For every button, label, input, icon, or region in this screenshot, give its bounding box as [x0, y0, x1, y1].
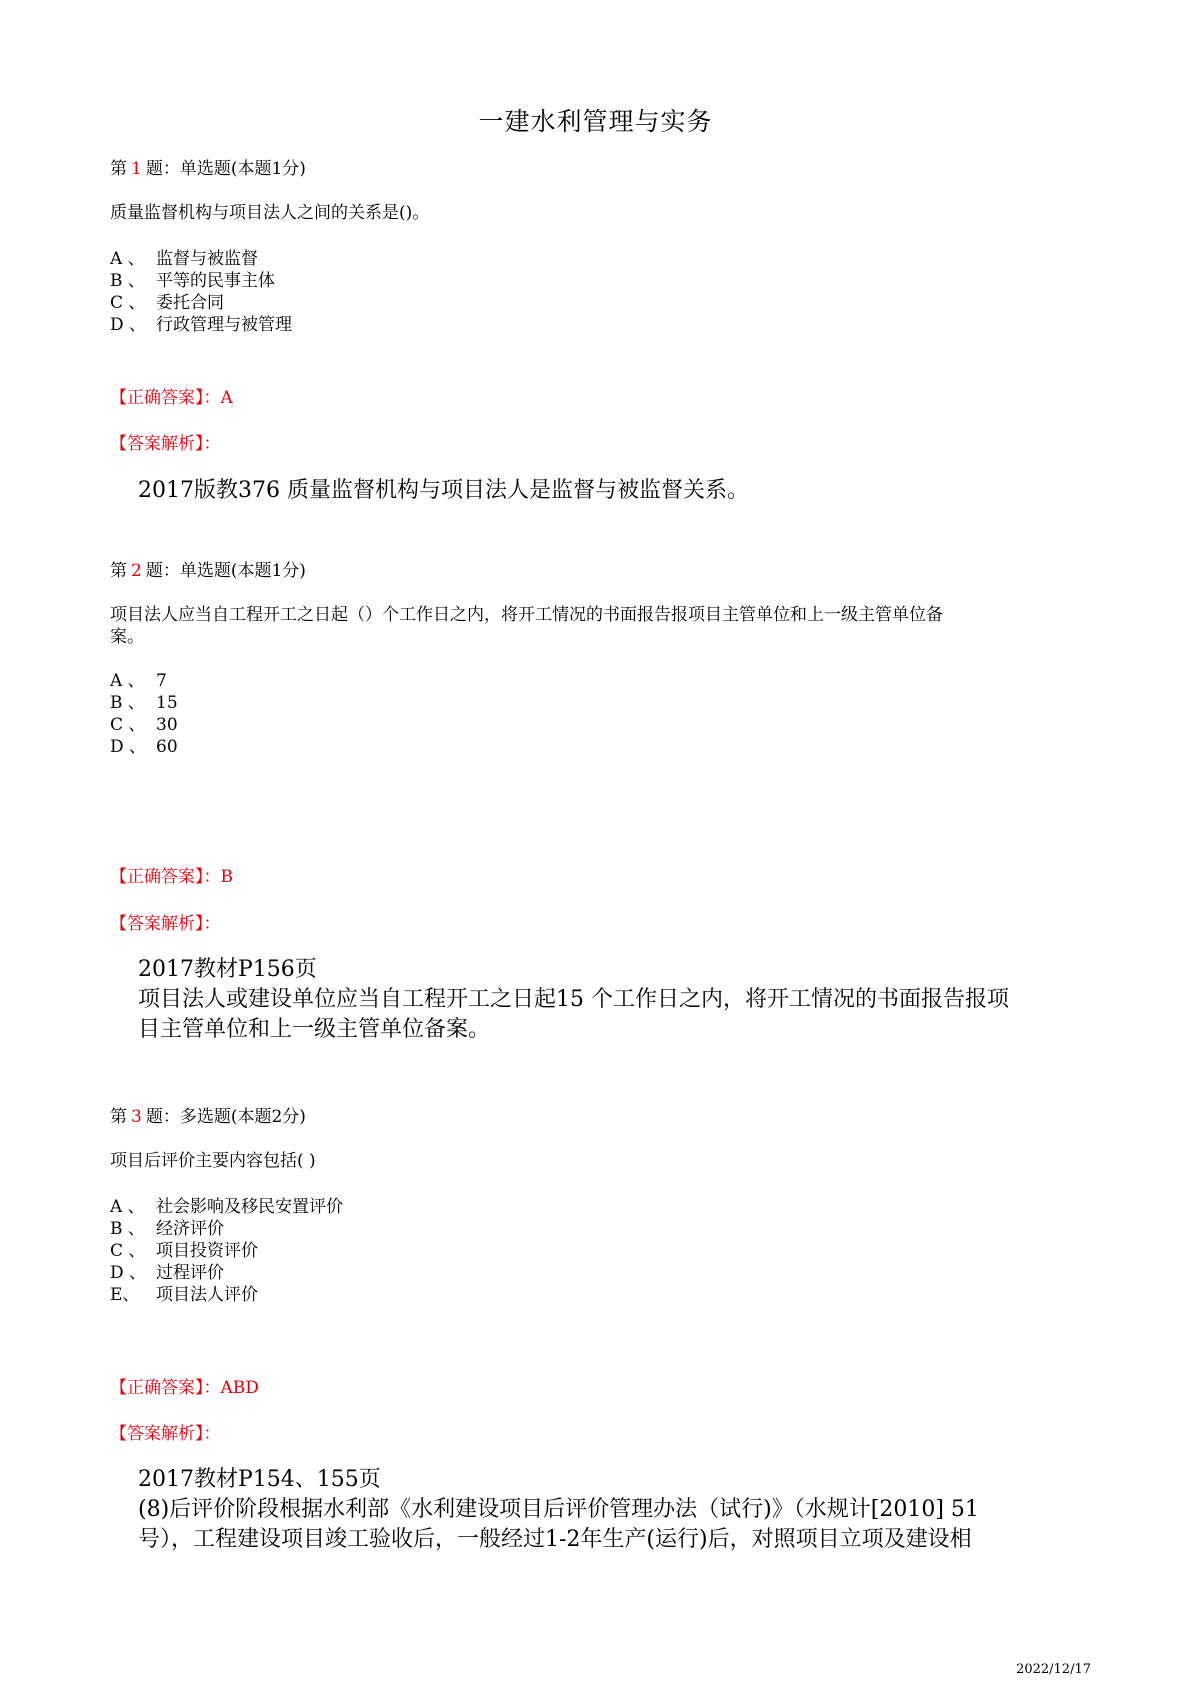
analysis-line: 号），工程建设项目竣工验收后，一般经过1-2年生产(运行)后，对照项目立项及建设相: [138, 1527, 972, 1552]
question-type: 题：多选题(本题2分): [145, 1107, 306, 1127]
question-2: [110, 560, 1100, 758]
option-letter: A 、: [110, 249, 145, 269]
question-header: [110, 560, 1100, 582]
question-stem: 质量监督机构与项目法人之间的关系是()。: [110, 203, 430, 223]
question-stem: 项目后评价主要内容包括( ): [110, 1151, 316, 1171]
option-letter: D 、: [110, 1263, 147, 1283]
answer-label: 【正确答案】：: [110, 1378, 221, 1398]
option-a: [110, 248, 1100, 270]
option-text: 过程评价: [156, 1263, 224, 1283]
question-number: 2: [131, 561, 142, 581]
analysis-line: (8)后评价阶段根据水利部《水利建设项目后评价管理办法（试行)》（水规计[2010] 51: [138, 1497, 979, 1522]
option-text: 7: [156, 671, 167, 691]
option-letter: B 、: [110, 1219, 145, 1239]
answer-value: ABD: [220, 1378, 259, 1398]
option-letter: D 、: [110, 315, 147, 335]
stem-line: 项目法人应当自工程开工之日起（）个工作日之内，将开工情况的书面报告报项目主管单位和上一级主管单位备: [110, 605, 943, 625]
question-header: [110, 158, 1100, 180]
option-text: 60: [156, 737, 178, 757]
analysis-text: [138, 1465, 1088, 1555]
analysis-label: 【答案解析】：: [110, 914, 221, 934]
analysis-line: 2017教材P154、155页: [138, 1467, 381, 1492]
option-letter: B 、: [110, 693, 145, 713]
stem-line: 案。: [110, 627, 144, 647]
option-letter: C 、: [110, 715, 146, 735]
option-text: 行政管理与被管理: [156, 315, 292, 335]
answer-label: 【正确答案】：: [110, 867, 221, 887]
option-text: 项目法人评价: [156, 1285, 258, 1305]
question-number: 3: [131, 1107, 142, 1127]
correct-answer: [110, 387, 1100, 409]
correct-answer: [110, 1377, 1100, 1399]
option-a: [110, 670, 1100, 692]
question-prefix: 第: [110, 159, 127, 179]
option-text: 15: [156, 693, 178, 713]
analysis-line: 项目法人或建设单位应当自工程开工之日起15 个工作日之内，将开工情况的书面报告报项: [138, 987, 1009, 1012]
document-title: 一建水利管理与实务: [478, 107, 713, 136]
option-text: 经济评价: [156, 1219, 224, 1239]
analysis-text: [138, 476, 1088, 506]
analysis-line: 2017教材P156页: [138, 957, 317, 982]
question-type: 题：单选题(本题1分): [145, 159, 306, 179]
option-b: [110, 270, 1100, 292]
option-letter: C 、: [110, 1241, 146, 1261]
analysis-label: 【答案解析】：: [110, 434, 221, 454]
analysis-label: 【答案解析】：: [110, 1424, 221, 1444]
question-header: [110, 1106, 1100, 1128]
option-d: [110, 314, 1100, 336]
analysis-line: 目主管单位和上一级主管单位备案。: [138, 1017, 491, 1042]
option-b: [110, 692, 1100, 714]
question-1: [110, 158, 1100, 336]
question-prefix: 第: [110, 1107, 127, 1127]
options-list: [110, 670, 1100, 758]
option-c: [110, 1240, 1100, 1262]
option-c: [110, 714, 1100, 736]
footer-date: 2022/12/17: [1016, 1662, 1091, 1677]
options-list: [110, 1196, 1100, 1306]
answer-value: A: [220, 388, 233, 408]
question-3: [110, 1106, 1100, 1306]
option-d: [110, 736, 1100, 758]
option-letter: D 、: [110, 737, 147, 757]
option-d: [110, 1262, 1100, 1284]
option-text: 项目投资评价: [156, 1241, 258, 1261]
option-text: 监督与被监督: [156, 249, 258, 269]
answer-value: B: [220, 867, 233, 887]
question-prefix: 第: [110, 561, 127, 581]
option-a: [110, 1196, 1100, 1218]
question-stem: [110, 604, 1100, 648]
options-list: [110, 248, 1100, 336]
option-letter: B 、: [110, 271, 145, 291]
option-text: 平等的民事主体: [156, 271, 275, 291]
analysis-text: [138, 955, 1088, 1045]
option-text: 委托合同: [156, 293, 224, 313]
analysis-line: 2017版教376 质量监督机构与项目法人是监督与被监督关系。: [138, 478, 749, 503]
option-e: [110, 1284, 1100, 1306]
correct-answer: [110, 866, 1100, 888]
option-letter: E、: [110, 1285, 140, 1305]
option-text: 社会影响及移民安置评价: [156, 1197, 343, 1217]
option-b: [110, 1218, 1100, 1240]
answer-label: 【正确答案】：: [110, 388, 221, 408]
option-letter: A 、: [110, 671, 145, 691]
option-letter: C 、: [110, 293, 146, 313]
question-type: 题：单选题(本题1分): [145, 561, 306, 581]
option-letter: A 、: [110, 1197, 145, 1217]
question-number: 1: [131, 159, 142, 179]
option-c: [110, 292, 1100, 314]
option-text: 30: [156, 715, 178, 735]
